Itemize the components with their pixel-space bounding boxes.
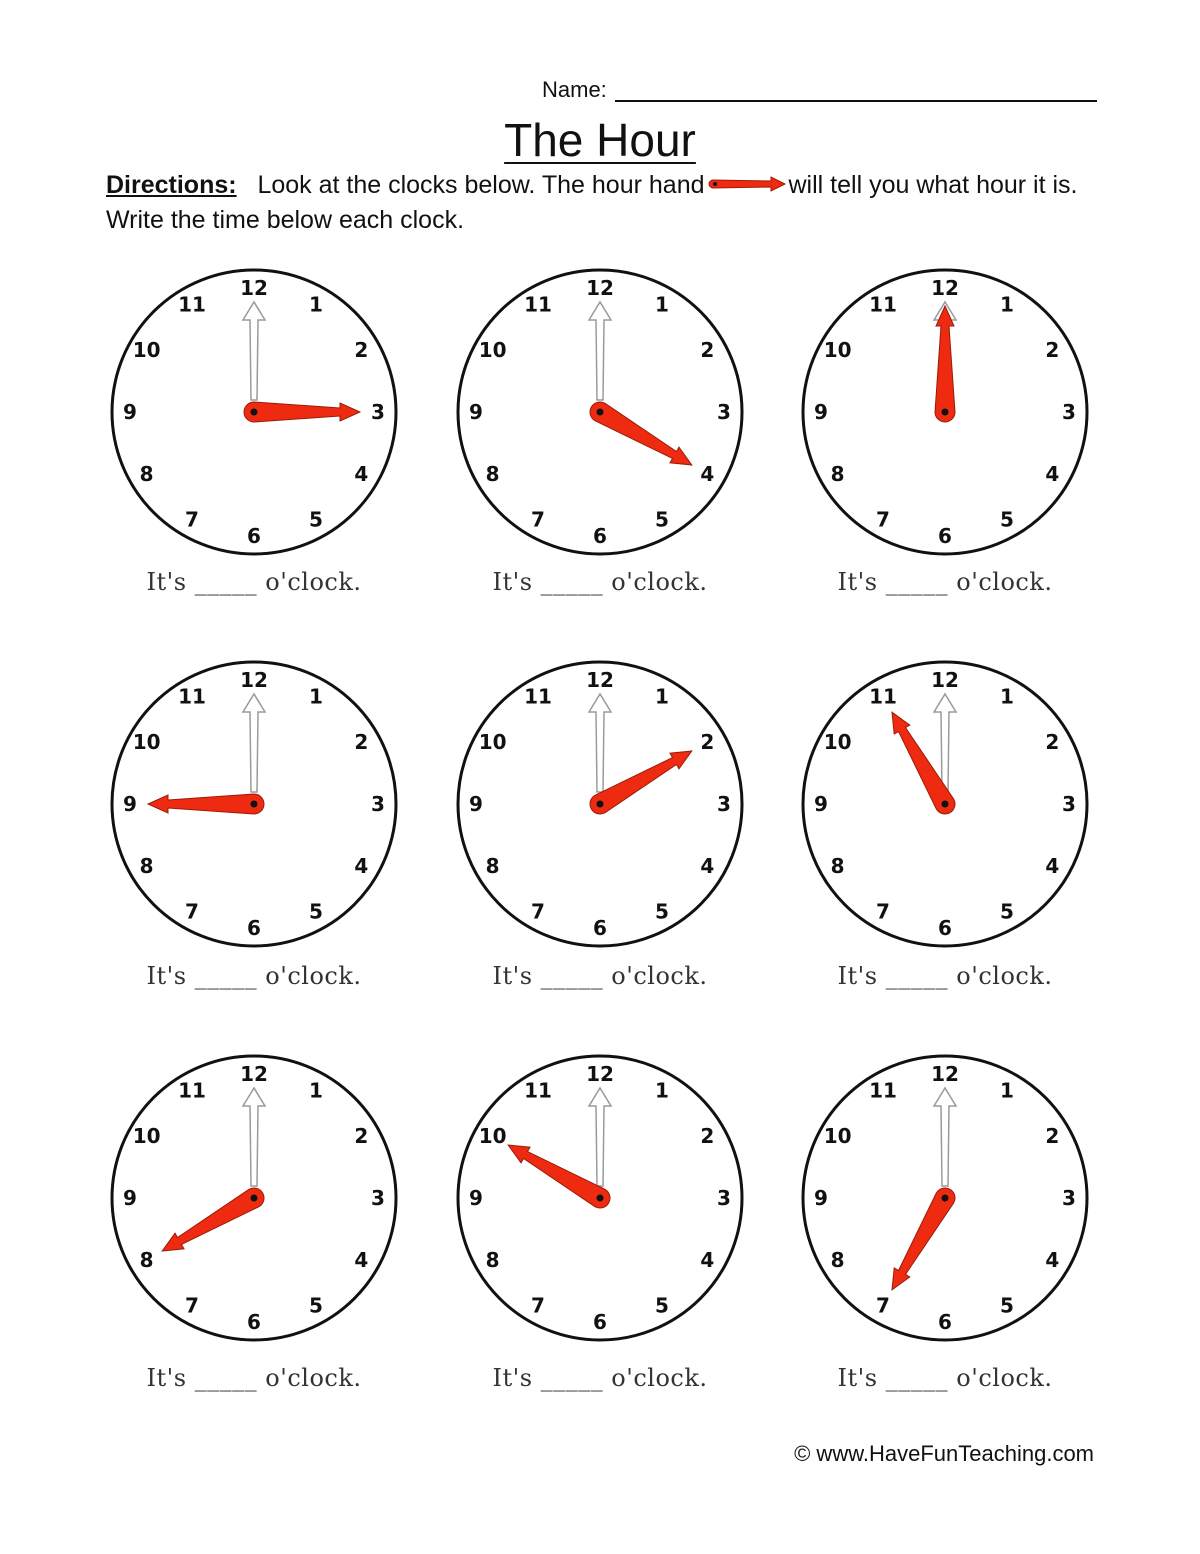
answer-blank[interactable]: _____ xyxy=(885,962,949,990)
clock-number: 3 xyxy=(371,792,385,816)
clock-face xyxy=(795,654,1095,954)
clock-number: 4 xyxy=(700,462,715,486)
answer-line xyxy=(104,1364,404,1392)
clock-number: 2 xyxy=(1045,1124,1060,1148)
answer-line xyxy=(450,1364,750,1392)
clock-number: 6 xyxy=(938,524,952,548)
center-pin xyxy=(597,801,604,808)
clock-svg xyxy=(450,262,750,562)
clock-face xyxy=(795,1048,1095,1348)
clock-number: 5 xyxy=(309,507,323,532)
center-pin xyxy=(942,409,949,416)
clock-number: 12 xyxy=(240,276,268,300)
clock-number: 9 xyxy=(123,792,137,816)
clock-number: 1 xyxy=(655,292,669,317)
clock-number: 1 xyxy=(655,684,669,709)
clock-number: 11 xyxy=(178,292,206,317)
directions-label: Directions: xyxy=(106,171,237,199)
answer-blank[interactable]: _____ xyxy=(540,1364,604,1392)
clock-number: 9 xyxy=(814,400,828,424)
clock-number: 8 xyxy=(139,854,154,878)
clock-number: 10 xyxy=(132,338,161,362)
center-pin xyxy=(251,801,258,808)
clock-number: 2 xyxy=(1045,338,1060,362)
answer-line xyxy=(104,568,404,596)
clock-number: 11 xyxy=(178,684,206,709)
clock-svg xyxy=(104,1048,404,1348)
clock-number: 5 xyxy=(309,899,323,924)
clock-face xyxy=(104,654,404,954)
clock-number: 2 xyxy=(1045,730,1060,754)
clock-svg xyxy=(104,654,404,954)
clock-number: 4 xyxy=(354,1248,369,1272)
copyright-footer: © www.HaveFunTeaching.com xyxy=(794,1441,1094,1466)
clock-number: 1 xyxy=(1000,684,1014,709)
clock-svg xyxy=(795,1048,1095,1348)
clock-number: 9 xyxy=(123,1186,137,1210)
page-title xyxy=(0,112,1200,168)
clock-number: 1 xyxy=(1000,292,1014,317)
clock-number: 4 xyxy=(1045,854,1060,878)
answer-prefix: It's xyxy=(492,1364,541,1392)
clock-number: 11 xyxy=(869,292,897,317)
clock-number: 8 xyxy=(485,462,500,486)
clock-number: 3 xyxy=(717,400,731,424)
clock-number: 3 xyxy=(717,1186,731,1210)
answer-blank[interactable]: _____ xyxy=(540,962,604,990)
answer-prefix: It's xyxy=(492,568,541,596)
clock-number: 6 xyxy=(593,1310,607,1334)
clock-number: 6 xyxy=(938,916,952,940)
clock-number: 9 xyxy=(814,792,828,816)
clock-number: 7 xyxy=(876,1293,890,1318)
clock-number: 9 xyxy=(469,1186,483,1210)
clock-number: 11 xyxy=(524,684,552,709)
answer-line xyxy=(795,568,1095,596)
clock-number: 4 xyxy=(700,854,715,878)
clock-number: 11 xyxy=(869,1078,897,1103)
clock-svg xyxy=(795,262,1095,562)
answer-blank[interactable]: _____ xyxy=(194,1364,258,1392)
answer-blank[interactable]: _____ xyxy=(194,568,258,596)
clock-number: 4 xyxy=(700,1248,715,1272)
clock-face xyxy=(450,1048,750,1348)
answer-line xyxy=(104,962,404,990)
clock-number: 3 xyxy=(371,400,385,424)
answer-suffix: o'clock. xyxy=(948,962,1053,990)
clock-face xyxy=(450,654,750,954)
clock-number: 7 xyxy=(876,507,890,532)
clock-number: 8 xyxy=(485,1248,500,1272)
clock-number: 6 xyxy=(938,1310,952,1334)
clock-number: 2 xyxy=(700,730,715,754)
clock-number: 12 xyxy=(586,668,614,692)
answer-suffix: o'clock. xyxy=(257,568,362,596)
clock-number: 12 xyxy=(931,276,959,300)
center-pin xyxy=(251,409,258,416)
clock-number: 12 xyxy=(240,668,268,692)
clock-number: 3 xyxy=(371,1186,385,1210)
clock-number: 8 xyxy=(139,462,154,486)
clock-number: 12 xyxy=(586,276,614,300)
clock-number: 8 xyxy=(830,1248,845,1272)
clock-number: 8 xyxy=(139,1248,154,1272)
clock-number: 5 xyxy=(1000,1293,1014,1318)
clock-number: 12 xyxy=(931,668,959,692)
clock-number: 2 xyxy=(700,1124,715,1148)
clock-number: 12 xyxy=(931,1062,959,1086)
answer-blank[interactable]: _____ xyxy=(885,1364,949,1392)
clock-number: 1 xyxy=(309,292,323,317)
clock-number: 10 xyxy=(132,1124,161,1148)
directions xyxy=(106,168,1106,238)
hour-hand xyxy=(935,306,955,422)
answer-line xyxy=(795,962,1095,990)
clock-number: 4 xyxy=(1045,462,1060,486)
directions-text-1: Look at the clocks below. The hour hand xyxy=(257,171,705,199)
answer-suffix: o'clock. xyxy=(948,1364,1053,1392)
name-row xyxy=(542,70,1097,102)
center-pin xyxy=(942,801,949,808)
clock-number: 2 xyxy=(354,338,369,362)
clock-number: 4 xyxy=(1045,1248,1060,1272)
clock-face xyxy=(104,262,404,562)
center-pin xyxy=(251,1195,258,1202)
clock-number: 5 xyxy=(655,899,669,924)
clock-number: 1 xyxy=(1000,1078,1014,1103)
answer-prefix: It's xyxy=(837,1364,886,1392)
center-pin xyxy=(597,409,604,416)
answer-prefix: It's xyxy=(146,1364,195,1392)
name-field[interactable] xyxy=(615,76,1097,102)
clock-number: 12 xyxy=(586,1062,614,1086)
clock-number: 7 xyxy=(531,507,545,532)
clock-number: 10 xyxy=(823,730,852,754)
clock-number: 6 xyxy=(247,524,261,548)
clock-number: 5 xyxy=(655,1293,669,1318)
clock-number: 3 xyxy=(1062,792,1076,816)
clock-number: 11 xyxy=(524,1078,552,1103)
clock-number: 1 xyxy=(309,684,323,709)
clock-number: 11 xyxy=(869,684,897,709)
clock-number: 11 xyxy=(524,292,552,317)
answer-suffix: o'clock. xyxy=(257,962,362,990)
answer-suffix: o'clock. xyxy=(603,1364,708,1392)
answer-prefix: It's xyxy=(492,962,541,990)
clock-svg xyxy=(795,654,1095,954)
clock-number: 8 xyxy=(830,854,845,878)
answer-line xyxy=(450,568,750,596)
directions-text-2: will tell you what hour it is. Write the time below each clock. xyxy=(106,171,1078,234)
clock-number: 4 xyxy=(354,462,369,486)
clock-number: 7 xyxy=(531,899,545,924)
clock-number: 10 xyxy=(478,338,507,362)
clock-number: 7 xyxy=(185,899,199,924)
page-title-text: The Hour xyxy=(504,114,696,166)
answer-suffix: o'clock. xyxy=(948,568,1053,596)
clock-number: 2 xyxy=(700,338,715,362)
name-label: Name: xyxy=(542,77,607,102)
clock-number: 5 xyxy=(655,507,669,532)
answer-suffix: o'clock. xyxy=(603,962,708,990)
clock-number: 6 xyxy=(247,916,261,940)
clock-face xyxy=(795,262,1095,562)
hour-hand xyxy=(148,794,264,814)
answer-blank[interactable]: _____ xyxy=(885,568,949,596)
clock-number: 4 xyxy=(354,854,369,878)
clock-number: 8 xyxy=(485,854,500,878)
clock-number: 6 xyxy=(593,916,607,940)
clock-number: 1 xyxy=(309,1078,323,1103)
clock-svg xyxy=(450,1048,750,1348)
clock-number: 10 xyxy=(478,1124,507,1148)
clock-number: 5 xyxy=(1000,899,1014,924)
answer-blank[interactable]: _____ xyxy=(540,568,604,596)
center-pin xyxy=(597,1195,604,1202)
clock-number: 7 xyxy=(876,899,890,924)
clock-number: 9 xyxy=(469,400,483,424)
clock-face xyxy=(104,1048,404,1348)
clock-number: 8 xyxy=(830,462,845,486)
center-pin xyxy=(942,1195,949,1202)
clock-number: 3 xyxy=(1062,1186,1076,1210)
answer-prefix: It's xyxy=(146,568,195,596)
clock-number: 2 xyxy=(354,1124,369,1148)
clock-number: 9 xyxy=(814,1186,828,1210)
clock-number: 5 xyxy=(1000,507,1014,532)
clock-number: 10 xyxy=(478,730,507,754)
clock-number: 6 xyxy=(247,1310,261,1334)
clock-number: 7 xyxy=(185,1293,199,1318)
clock-number: 11 xyxy=(178,1078,206,1103)
clock-number: 7 xyxy=(185,507,199,532)
clock-number: 9 xyxy=(469,792,483,816)
answer-line xyxy=(450,962,750,990)
answer-suffix: o'clock. xyxy=(603,568,708,596)
hour-hand xyxy=(244,402,360,422)
clock-number: 10 xyxy=(823,338,852,362)
clock-number: 3 xyxy=(717,792,731,816)
clock-number: 2 xyxy=(354,730,369,754)
clock-number: 10 xyxy=(132,730,161,754)
clock-number: 3 xyxy=(1062,400,1076,424)
answer-prefix: It's xyxy=(837,962,886,990)
clock-number: 12 xyxy=(240,1062,268,1086)
clock-number: 10 xyxy=(823,1124,852,1148)
clock-number: 6 xyxy=(593,524,607,548)
clock-number: 5 xyxy=(309,1293,323,1318)
clock-svg xyxy=(450,654,750,954)
answer-line xyxy=(795,1364,1095,1392)
clock-face xyxy=(450,262,750,562)
clock-number: 7 xyxy=(531,1293,545,1318)
answer-prefix: It's xyxy=(146,962,195,990)
answer-prefix: It's xyxy=(837,568,886,596)
clock-number: 1 xyxy=(655,1078,669,1103)
clock-number: 9 xyxy=(123,400,137,424)
answer-blank[interactable]: _____ xyxy=(194,962,258,990)
clock-svg xyxy=(104,262,404,562)
hour-hand-icon xyxy=(707,174,787,194)
answer-suffix: o'clock. xyxy=(257,1364,362,1392)
